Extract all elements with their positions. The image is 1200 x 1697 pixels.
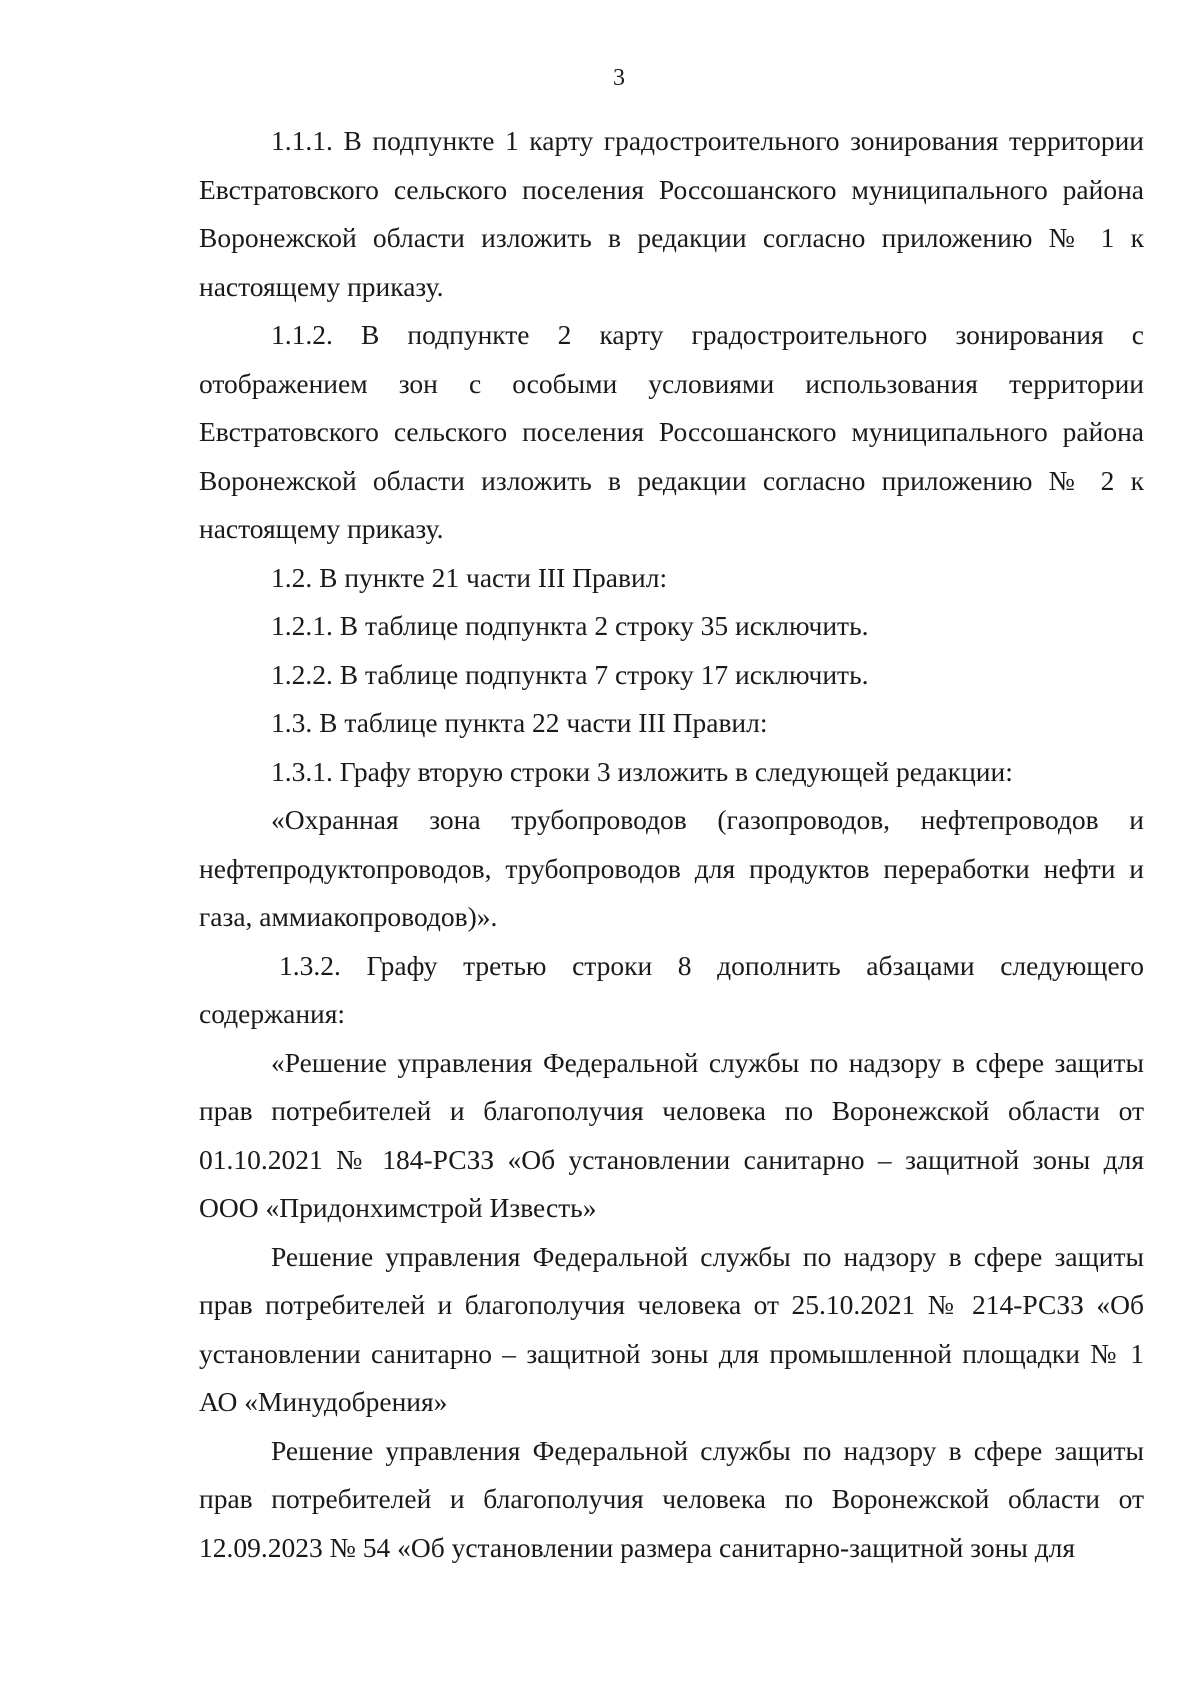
page-number: 3 [613, 65, 625, 91]
paragraph-1-1-2: 1.1.2. В подпункте 2 карту градостроительного зонирования с отображением зон с особыми условиями использования территории Евстратовского сельского поселения Россошанского муниципального района Воронежской области изложить в редакции согласно приложению № 2 к настоящему приказу. [199, 319, 1144, 544]
document-body [199, 117, 1144, 1572]
paragraph-quote-pipelines: «Охранная зона трубопроводов (газопроводов, нефтепроводов и нефтепродуктопроводов, трубопроводов для продуктов переработки нефти и газа, аммиакопроводов)». [199, 804, 1144, 932]
paragraph-decision-214: Решение управления Федеральной службы по надзору в сфере защиты прав потребителей и благополучия человека от 25.10.2021 № 214-РСЗЗ «Об установлении санитарно – защитной зоны для промышленной площадки № 1 АО «Минудобрения» [199, 1240, 1144, 1417]
paragraph-1-3: 1.3. В таблице пункта 22 части III Правил: [271, 707, 768, 738]
paragraph-1-3-1: 1.3.1. Графу вторую строки 3 изложить в следующей редакции: [271, 755, 1013, 787]
paragraph-1-2-1: 1.2.1. В таблице подпункта 2 строку 35 исключить. [271, 610, 869, 641]
paragraph-decision-184: «Решение управления Федеральной службы по надзору в сфере защиты прав потребителей и благополучия человека по Воронежской области от 01.10.2021 № 184-РСЗЗ «Об установлении санитарно – защитной зоны для ООО «Придонхимстрой Известь» [199, 1046, 1144, 1223]
paragraph-1-2-2: 1.2.2. В таблице подпункта 7 строку 17 исключить. [271, 658, 869, 690]
paragraph-decision-54: Решение управления Федеральной службы по надзору в сфере защиты прав потребителей и благополучия человека по Воронежской области от 12.09.2023 № 54 «Об установлении размера санитарно-защитной зоны для [199, 1434, 1144, 1563]
paragraph-1-3-2: 1.3.2. Графу третью строки 8 дополнить абзацами следующего содержания: [199, 949, 1144, 1029]
paragraph-1-1-1: 1.1.1. В подпункте 1 карту градостроительного зонирования территории Евстратовского сельского поселения Россошанского муниципального района Воронежской области изложить в редакции согласно приложению № 1 к настоящему приказу. [199, 125, 1144, 302]
paragraph-1-2: 1.2. В пункте 21 части III Правил: [271, 561, 668, 593]
